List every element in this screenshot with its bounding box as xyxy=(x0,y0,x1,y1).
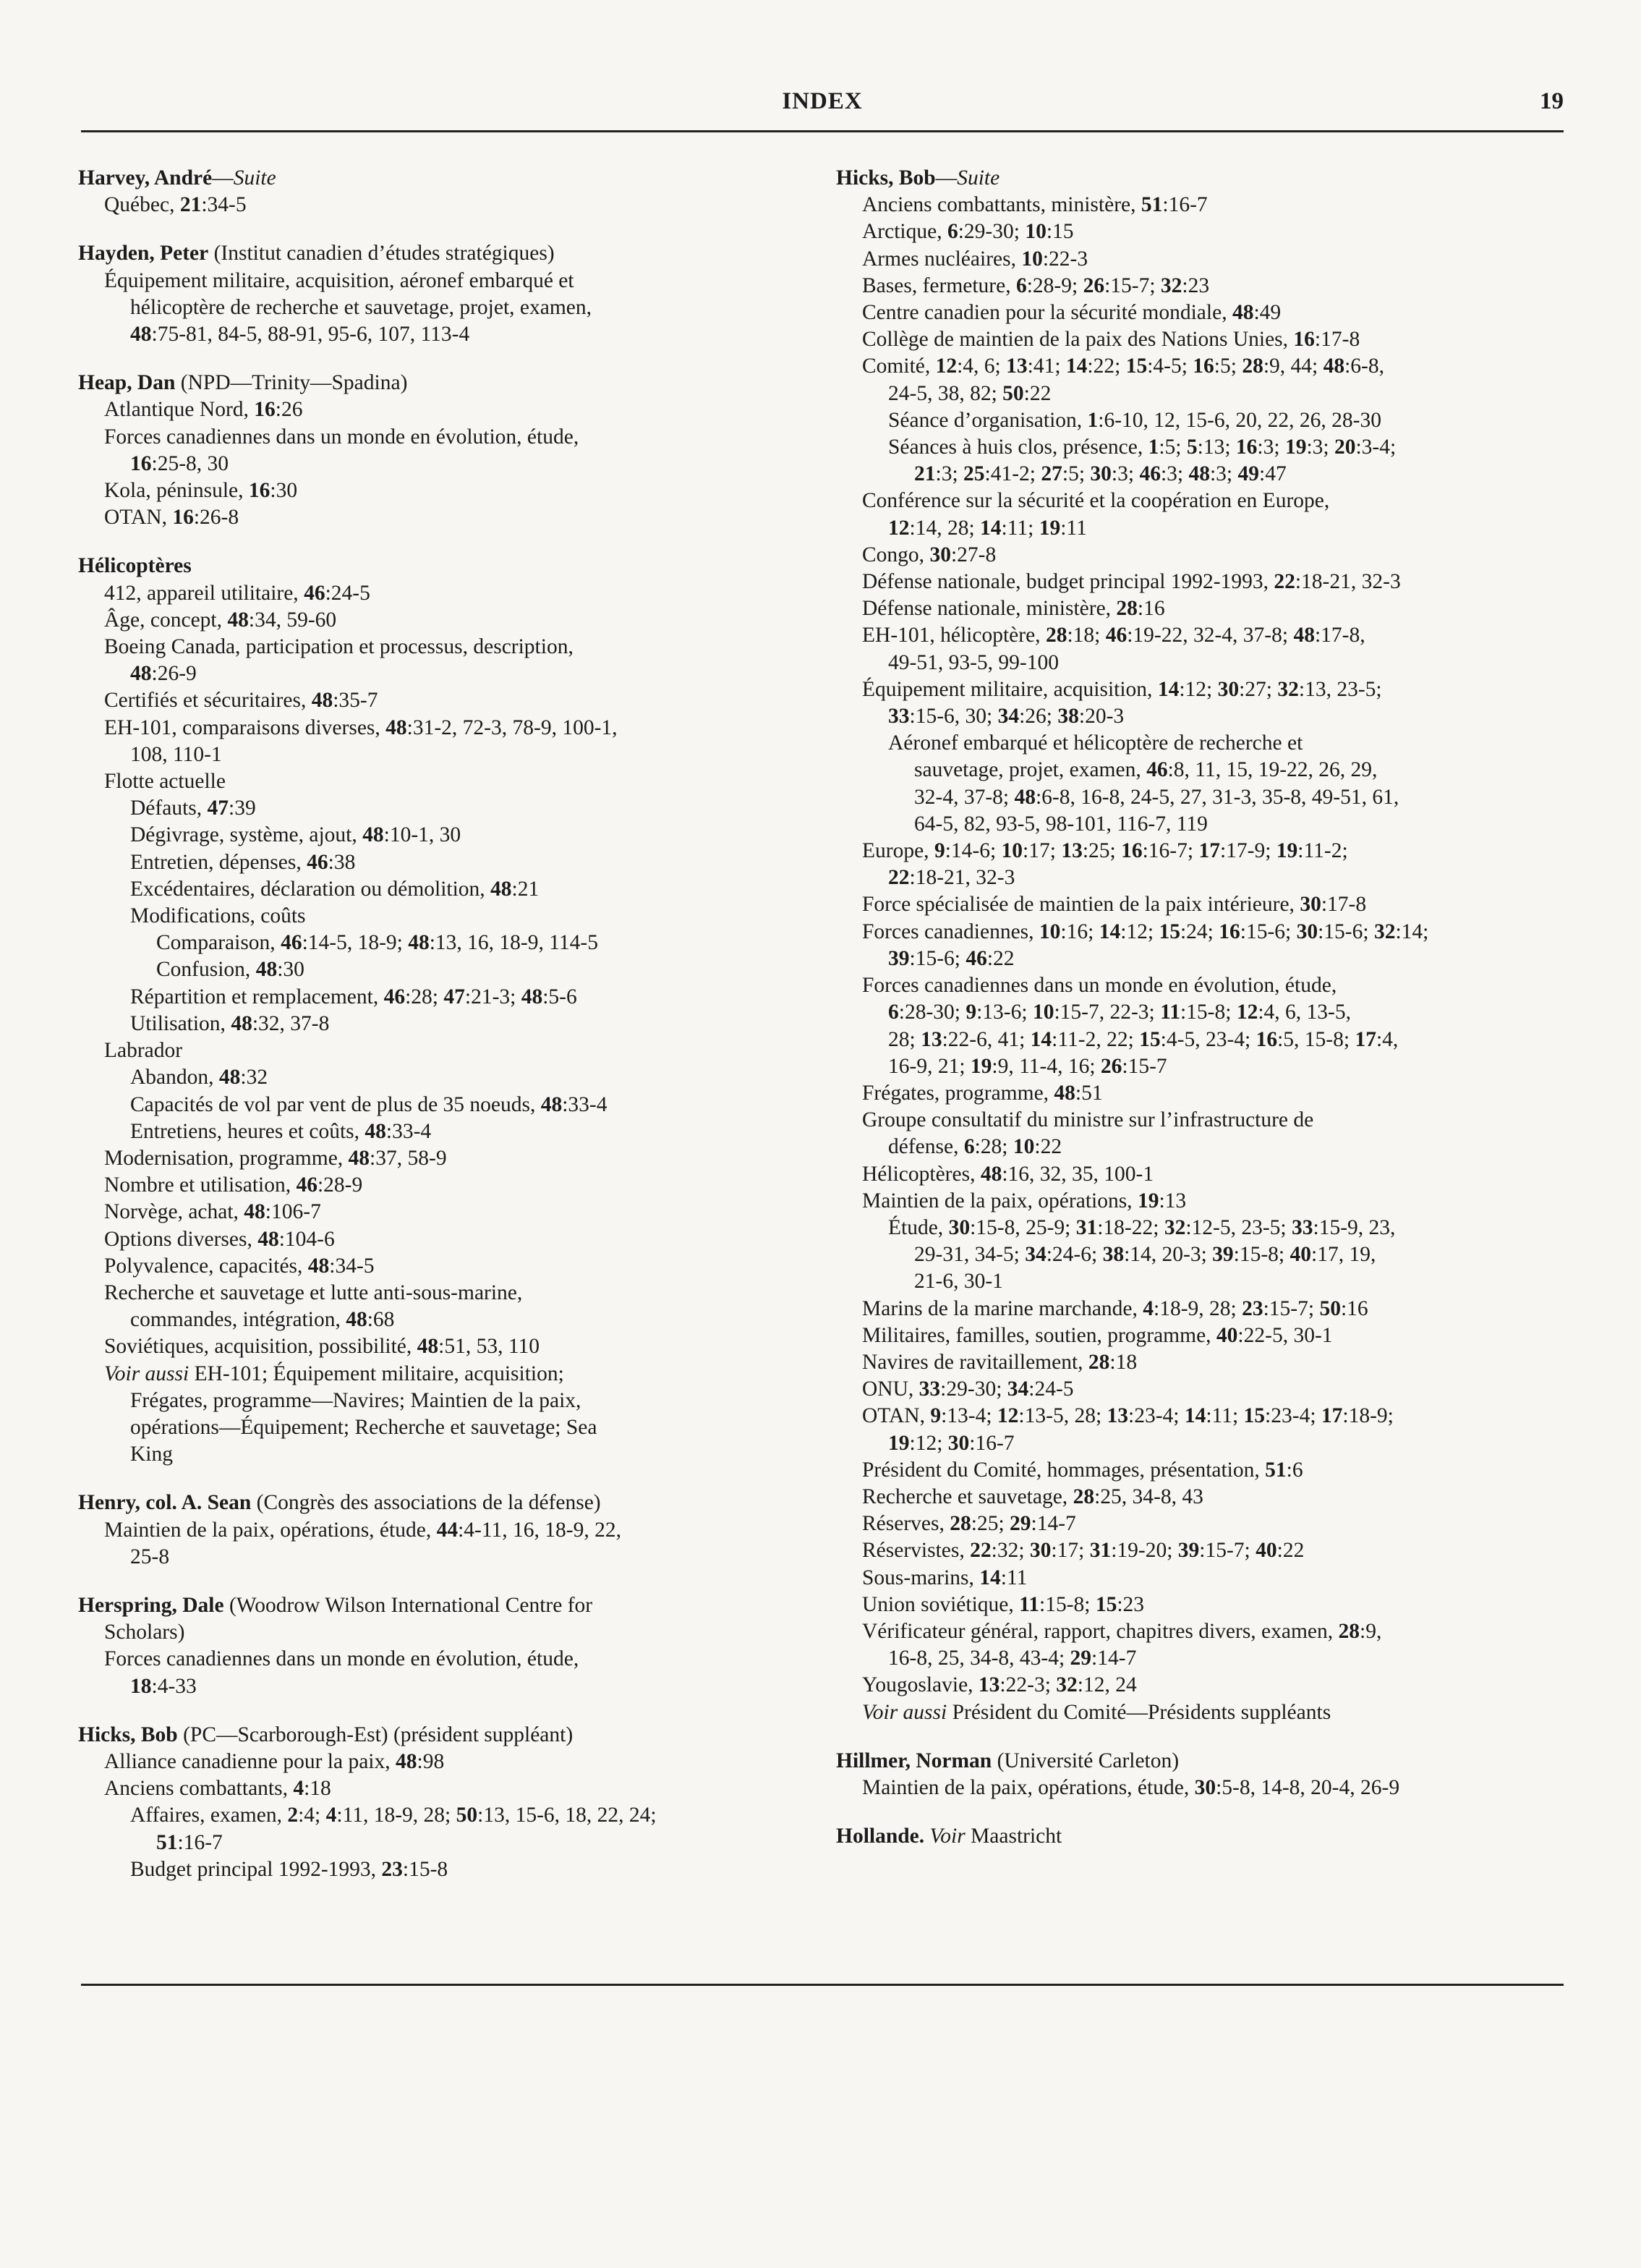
index-entry-line: Scholars) xyxy=(104,1621,185,1644)
index-entry-line: 64-5, 82, 93-5, 98-101, 116-7, 119 xyxy=(914,812,1208,836)
index-entry-line: Comité, 12:4, 6; 13:41; 14:22; 15:4-5; 16:5; 28:9, 44; 48:6-8, xyxy=(862,354,1385,378)
index-entry-line: Président du Comité, hommages, présentation, 51:6 xyxy=(862,1458,1303,1482)
index-entry-line: 29-31, 34-5; 34:24-6; 38:14, 20-3; 39:15-8; 40:17, 19, xyxy=(914,1243,1376,1267)
index-entry-line: Vérificateur général, rapport, chapitres divers, examen, 28:9, xyxy=(862,1619,1382,1643)
index-entry xyxy=(78,1490,805,1571)
index-entry-line: défense, 6:28; 10:22 xyxy=(888,1135,1062,1159)
index-entry-line: Séances à huis clos, présence, 1:5; 5:13; 16:3; 19:3; 20:3-4; xyxy=(888,436,1397,459)
index-entry-line: Capacités de vol par vent de plus de 35 noeuds, 48:33-4 xyxy=(130,1092,608,1116)
index-entry-line: 21:3; 25:41-2; 27:5; 30:3; 46:3; 48:3; 49:47 xyxy=(914,462,1287,486)
index-entry-line: Conférence sur la sécurité et la coopération en Europe, xyxy=(862,489,1330,513)
index-entry-line: Navires de ravitaillement, 28:18 xyxy=(862,1350,1138,1374)
index-entry xyxy=(78,370,805,531)
index-entry-heading: Hicks, Bob (PC—Scarborough-Est) (président suppléant) xyxy=(78,1723,574,1746)
index-entry-line: Séance d’organisation, 1:6-10, 12, 15-6, 20, 22, 26, 28-30 xyxy=(888,408,1381,432)
index-entry-line: Yougoslavie, 13:22-3; 32:12, 24 xyxy=(862,1673,1137,1697)
index-entry-line: Budget principal 1992-1993, 23:15-8 xyxy=(130,1857,448,1881)
index-entry-line: Forces canadiennes, 10:16; 14:12; 15:24; 16:15-6; 30:15-6; 32:14; xyxy=(862,919,1429,943)
index-entry-heading: Hicks, Bob—Suite xyxy=(836,166,1000,190)
index-entry-line: Répartition et remplacement, 46:28; 47:21-3; 48:5-6 xyxy=(130,985,577,1008)
index-entry-line: Forces canadiennes dans un monde en évolution, étude, xyxy=(104,425,579,449)
index-entry-line: Recherche et sauvetage et lutte anti-sous-marine, xyxy=(104,1280,523,1304)
index-entry-line: opérations—Équipement; Recherche et sauvetage; Sea xyxy=(130,1415,597,1439)
index-entry-line: Force spécialisée de maintien de la paix intérieure, 30:17-8 xyxy=(862,893,1367,917)
index-entry-line: Forces canadiennes dans un monde en évolution, étude, xyxy=(104,1647,579,1671)
index-entry-line: Certifiés et sécuritaires, 48:35-7 xyxy=(104,689,378,713)
index-entry-line: 51:16-7 xyxy=(156,1830,223,1854)
index-entry-line: Maintien de la paix, opérations, étude, 30:5-8, 14-8, 20-4, 26-9 xyxy=(862,1775,1400,1799)
index-entry-line: Voir aussi EH-101; Équipement militaire, acquisition; xyxy=(104,1362,564,1385)
index-entry-line: Atlantique Nord, 16:26 xyxy=(104,398,303,422)
index-entry-line: Arctique, 6:29-30; 10:15 xyxy=(862,220,1074,244)
index-entry-line: Équipement militaire, acquisition, 14:12; 30:27; 32:13, 23-5; xyxy=(862,677,1382,701)
index-entry-line: Soviétiques, acquisition, possibilité, 48:51, 53, 110 xyxy=(104,1335,540,1359)
index-entry-line: Union soviétique, 11:15-8; 15:23 xyxy=(862,1592,1145,1616)
index-entry-line: 18:4-33 xyxy=(130,1674,197,1698)
index-entry-line: Frégates, programme, 48:51 xyxy=(862,1081,1103,1105)
index-entry-line: Polyvalence, capacités, 48:34-5 xyxy=(104,1254,375,1278)
page-number: 19 xyxy=(1540,88,1564,114)
index-entry-line: Collège de maintien de la paix des Nations Unies, 16:17-8 xyxy=(862,328,1360,352)
page-header xyxy=(81,88,1564,124)
index-entry-line: 49-51, 93-5, 99-100 xyxy=(888,650,1059,674)
index-entry-line: 33:15-6, 30; 34:26; 38:20-3 xyxy=(888,705,1125,729)
index-entry-line: ONU, 33:29-30; 34:24-5 xyxy=(862,1377,1074,1401)
index-entry-heading: Hillmer, Norman (Université Carleton) xyxy=(836,1749,1180,1772)
index-entry-line: Forces canadiennes dans un monde en évolution, étude, xyxy=(862,974,1337,998)
index-entry-line: OTAN, 9:13-4; 12:13-5, 28; 13:23-4; 14:11; 15:23-4; 17:18-9; xyxy=(862,1404,1394,1428)
index-entry-line: Défauts, 47:39 xyxy=(130,797,256,820)
index-entry-line: 412, appareil utilitaire, 46:24-5 xyxy=(104,581,370,605)
header-rule xyxy=(81,130,1564,132)
index-entry-line: 16-9, 21; 19:9, 11-4, 16; 26:15-7 xyxy=(888,1054,1167,1078)
index-entry-line: Hélicoptères, 48:16, 32, 35, 100-1 xyxy=(862,1162,1154,1186)
index-entry-line: Réserves, 28:25; 29:14-7 xyxy=(862,1512,1076,1536)
index-entry-line: Québec, 21:34-5 xyxy=(104,193,247,217)
index-column-left xyxy=(78,165,805,1905)
index-entry-heading: Hélicoptères xyxy=(78,554,192,578)
index-entry-line: EH-101, hélicoptère, 28:18; 46:19-22, 32-4, 37-8; 48:17-8, xyxy=(862,624,1365,647)
index-entry xyxy=(836,165,1563,1726)
index-entry-line: Défense nationale, ministère, 28:16 xyxy=(862,597,1165,621)
index-entry-line: Recherche et sauvetage, 28:25, 34-8, 43 xyxy=(862,1485,1203,1508)
index-entry-line: Excédentaires, déclaration ou démolition, 48:21 xyxy=(130,877,540,901)
index-entry-line: Marins de la marine marchande, 4:18-9, 28; 23:15-7; 50:16 xyxy=(862,1296,1368,1320)
index-entry-line: Abandon, 48:32 xyxy=(130,1066,268,1090)
index-entry-line: Dégivrage, système, ajout, 48:10-1, 30 xyxy=(130,823,461,847)
index-entry-line: Entretien, dépenses, 46:38 xyxy=(130,850,356,874)
index-entry-line: Défense nationale, budget principal 1992-1993, 22:18-21, 32-3 xyxy=(862,570,1401,594)
index-entry-line: Nombre et utilisation, 46:28-9 xyxy=(104,1173,363,1197)
index-entry-line: Congo, 30:27-8 xyxy=(862,543,997,566)
index-entry-line: Centre canadien pour la sécurité mondiale, 48:49 xyxy=(862,301,1282,325)
index-entry-line: Alliance canadienne pour la paix, 48:98 xyxy=(104,1749,445,1773)
index-entry-line: Voir aussi Président du Comité—Présidents suppléants xyxy=(862,1700,1331,1724)
index-entry-line: Modernisation, programme, 48:37, 58-9 xyxy=(104,1146,447,1170)
index-column-right xyxy=(836,165,1563,1872)
index-entry-line: King xyxy=(130,1443,173,1466)
index-entry-heading: Harvey, André—Suite xyxy=(78,166,276,190)
index-entry-line: Norvège, achat, 48:106-7 xyxy=(104,1200,321,1224)
index-entry-line: 16-8, 25, 34-8, 43-4; 29:14-7 xyxy=(888,1647,1137,1670)
index-entry-line: 48:26-9 xyxy=(130,662,197,686)
index-entry-line: Utilisation, 48:32, 37-8 xyxy=(130,1011,330,1035)
index-entry-line: Maintien de la paix, opérations, étude, 44:4-11, 16, 18-9, 22, xyxy=(104,1518,621,1542)
index-entry-heading: Herspring, Dale (Woodrow Wilson International Centre for xyxy=(78,1593,593,1617)
index-entry-line: Labrador xyxy=(104,1039,183,1063)
page-title: INDEX xyxy=(782,88,863,114)
index-entry-line: Options diverses, 48:104-6 xyxy=(104,1227,335,1251)
index-entry-line: Modifications, coûts xyxy=(130,904,306,928)
index-entry-line: Europe, 9:14-6; 10:17; 13:25; 16:16-7; 17:17-9; 19:11-2; xyxy=(862,839,1348,863)
index-entry-line: 6:28-30; 9:13-6; 10:15-7, 22-3; 11:15-8; 12:4, 6, 13-5, xyxy=(888,1001,1351,1024)
index-entry-line: Flotte actuelle xyxy=(104,770,226,794)
index-entry-line: Boeing Canada, participation et processus, description, xyxy=(104,635,574,659)
index-entry-line: Anciens combattants, ministère, 51:16-7 xyxy=(862,193,1208,217)
index-entry-line: Frégates, programme—Navires; Maintien de la paix, xyxy=(130,1388,581,1412)
index-entry xyxy=(78,165,805,218)
index-entry-line: Militaires, familles, soutien, programme, 40:22-5, 30-1 xyxy=(862,1323,1333,1347)
index-entry-line: Anciens combattants, 4:18 xyxy=(104,1777,331,1801)
index-entry-line: 21-6, 30-1 xyxy=(914,1270,1003,1294)
index-entry-line: Bases, fermeture, 6:28-9; 26:15-7; 32:23 xyxy=(862,273,1210,297)
index-entry-line: 16:25-8, 30 xyxy=(130,451,229,475)
index-entry xyxy=(78,553,805,1468)
index-entry-line: Âge, concept, 48:34, 59-60 xyxy=(104,608,337,632)
index-entry xyxy=(836,1748,1563,1801)
index-entry-line: Affaires, examen, 2:4; 4:11, 18-9, 28; 50:13, 15-6, 18, 22, 24; xyxy=(130,1804,657,1827)
index-entry-line: 28; 13:22-6, 41; 14:11-2, 22; 15:4-5, 23-4; 16:5, 15-8; 17:4, xyxy=(888,1027,1399,1051)
footer-rule xyxy=(81,1984,1564,1986)
index-entry xyxy=(78,1722,805,1883)
index-entry-line: 48:75-81, 84-5, 88-91, 95-6, 107, 113-4 xyxy=(130,323,470,347)
index-entry-line: Sous-marins, 14:11 xyxy=(862,1566,1028,1589)
index-entry-line: 24-5, 38, 82; 50:22 xyxy=(888,381,1052,405)
index-entry-line: hélicoptère de recherche et sauvetage, projet, examen, xyxy=(130,295,592,319)
index-entry-line: Étude, 30:15-8, 25-9; 31:18-22; 32:12-5, 23-5; 33:15-9, 23, xyxy=(888,1215,1396,1239)
index-entry-line: Confusion, 48:30 xyxy=(156,958,304,982)
index-entry-line: 39:15-6; 46:22 xyxy=(888,946,1015,970)
index-entry-line: Comparaison, 46:14-5, 18-9; 48:13, 16, 18-9, 114-5 xyxy=(156,931,598,955)
index-entry-line: 19:12; 30:16-7 xyxy=(888,1431,1015,1455)
index-entry xyxy=(78,240,805,348)
index-entry-line: Aéronef embarqué et hélicoptère de recherche et xyxy=(888,731,1303,755)
index-entry-line: Maintien de la paix, opérations, 19:13 xyxy=(862,1189,1187,1212)
index-entry-line: Entretiens, heures et coûts, 48:33-4 xyxy=(130,1119,432,1143)
index-entry-line: 22:18-21, 32-3 xyxy=(888,866,1015,890)
index-entry-line: commandes, intégration, 48:68 xyxy=(130,1308,395,1332)
index-entry xyxy=(836,1823,1563,1850)
index-entry-line: Groupe consultatif du ministre sur l’infrastructure de xyxy=(862,1108,1314,1132)
index-entry-heading: Hollande. Voir Maastricht xyxy=(836,1825,1062,1848)
index-entry-line: Réservistes, 22:32; 30:17; 31:19-20; 39:15-7; 40:22 xyxy=(862,1539,1305,1563)
index-entry-line: 108, 110-1 xyxy=(130,742,222,766)
index-entry-line: Armes nucléaires, 10:22-3 xyxy=(862,247,1088,271)
index-entry-line: EH-101, comparaisons diverses, 48:31-2, 72-3, 78-9, 100-1, xyxy=(104,715,618,739)
index-entry-heading: Hayden, Peter (Institut canadien d’études stratégiques) xyxy=(78,242,555,266)
index-entry-line: 12:14, 28; 14:11; 19:11 xyxy=(888,516,1087,540)
index-entry-line: 32-4, 37-8; 48:6-8, 16-8, 24-5, 27, 31-3, 35-8, 49-51, 61, xyxy=(914,785,1399,809)
index-entry-line: OTAN, 16:26-8 xyxy=(104,506,239,530)
index-entry-line: 25-8 xyxy=(130,1545,170,1568)
index-entry-line: Équipement militaire, acquisition, aéronef embarqué et xyxy=(104,268,574,292)
index-entry-heading: Henry, col. A. Sean (Congrès des associations de la défense) xyxy=(78,1491,601,1515)
index-entry xyxy=(78,1592,805,1700)
index-entry-heading: Heap, Dan (NPD—Trinity—Spadina) xyxy=(78,371,408,395)
index-entry-line: Kola, péninsule, 16:30 xyxy=(104,479,298,503)
index-entry-line: sauvetage, projet, examen, 46:8, 11, 15, 19-22, 26, 29, xyxy=(914,758,1378,782)
